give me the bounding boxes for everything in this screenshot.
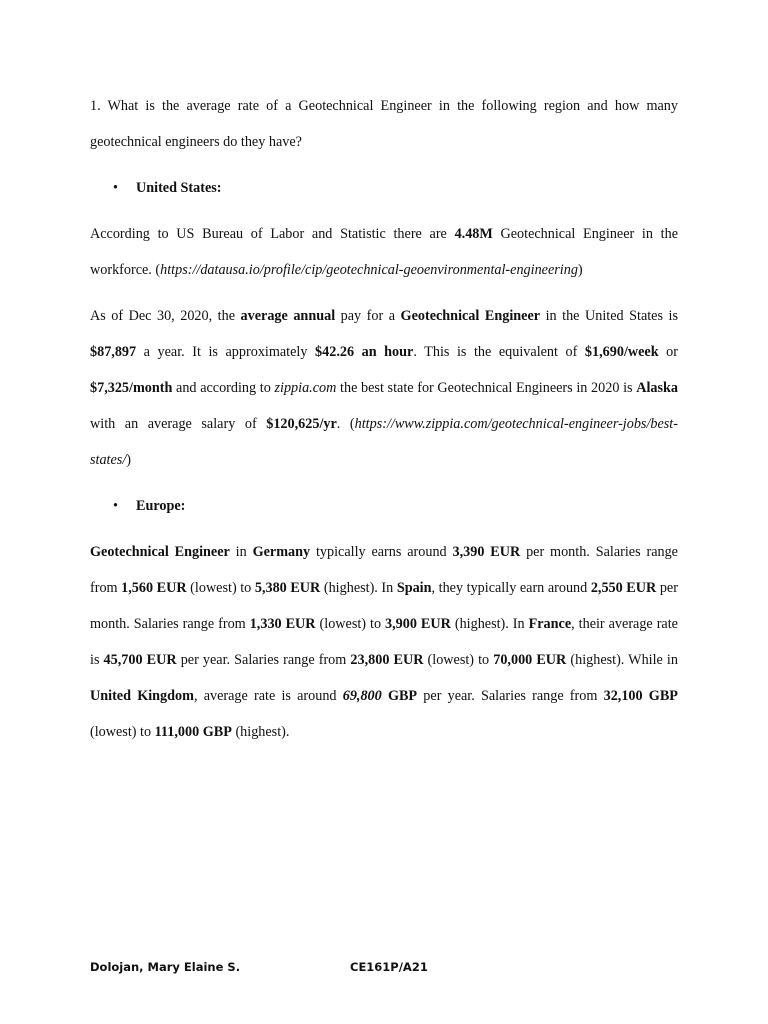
text-run: According to US Bureau of Labor and Statistic there are <box>90 226 455 242</box>
text-run: (highest). In <box>320 580 397 596</box>
us-heading <box>90 170 678 206</box>
us-workforce-paragraph <box>90 216 678 288</box>
text-run: As of Dec 30, 2020, the <box>90 308 241 324</box>
bold-term: average annual <box>240 308 336 324</box>
annual-pay: $87,897 <box>90 344 137 360</box>
text-run: in <box>229 544 253 560</box>
us-heading-label: United States: <box>136 180 222 196</box>
page-footer <box>90 960 678 974</box>
salary-value: 5,380 EUR <box>254 580 321 596</box>
text-run: per year. Salaries range from <box>176 652 351 668</box>
text-run: typically earns around <box>310 544 453 560</box>
best-state: Alaska <box>636 380 679 396</box>
text-run: Geotechnical Engineer in the workforce. ( <box>90 226 678 278</box>
salary-value: 45,700 EUR <box>103 652 177 668</box>
monthly-pay: $7,325/month <box>90 380 173 396</box>
salary-value: 2,550 EUR <box>590 580 657 596</box>
datausa-link[interactable]: https://datausa.io/profile/cip/geotechnical-geoenvironmental-engineering <box>160 262 578 278</box>
europe-heading <box>90 488 678 524</box>
salary-value: 3,900 EUR <box>385 616 451 632</box>
text-run: , average rate is around <box>193 688 343 704</box>
text-run: ) <box>577 262 583 278</box>
text-run: in the United States is <box>540 308 678 324</box>
country-germany: Germany <box>252 544 311 560</box>
weekly-pay: $1,690/week <box>584 344 659 360</box>
text-run: (lowest) to <box>90 724 155 740</box>
zippia-link[interactable]: https://www.zippia.com/geotechnical-engineer-jobs/best-states/ <box>90 416 678 468</box>
bullet-icon: • <box>113 180 118 196</box>
salary-value: 70,000 EUR <box>493 652 567 668</box>
footer-author: Dolojan, Mary Elaine S. <box>90 960 241 974</box>
salary-value: 3,390 EUR <box>452 544 521 560</box>
salary-value: 32,100 GBP <box>603 688 678 704</box>
text-run: , their average rate is <box>90 616 678 668</box>
text-run: the best state for Geotechnical Engineers in 2020 is <box>336 380 637 396</box>
text-run: , they typically earn around <box>431 580 591 596</box>
text-run: (lowest) to <box>423 652 494 668</box>
text-run: per year. Salaries range from <box>417 688 604 704</box>
document-body <box>90 88 678 750</box>
currency-label: GBP <box>387 688 418 704</box>
text-run: (lowest) to <box>186 580 255 596</box>
workforce-count: 4.48M <box>454 226 493 242</box>
text-run: pay for a <box>335 308 401 324</box>
country-spain: Spain <box>396 580 432 596</box>
alaska-salary: $120,625/yr <box>266 416 337 432</box>
text-run: and according to <box>172 380 275 396</box>
text-run: . ( <box>336 416 355 432</box>
text-run: (highest). <box>231 724 290 740</box>
text-run: per month. Salaries range from <box>90 580 678 632</box>
question-text: 1. What is the average rate of a Geotechnical Engineer in the following region and how many geotechnical engineers do they have? <box>90 98 678 150</box>
hourly-pay: $42.26 an hour <box>315 344 414 360</box>
text-run: per month. Salaries range from <box>90 544 678 596</box>
text-run: (highest). While in <box>566 652 678 668</box>
zippia-source: zippia.com <box>274 380 337 396</box>
salary-value: 111,000 GBP <box>154 724 232 740</box>
text-run: or <box>658 344 679 360</box>
europe-heading-label: Europe: <box>136 498 186 514</box>
europe-salary-paragraph <box>90 534 678 750</box>
text-run: . This is the equivalent of <box>413 344 585 360</box>
text-run: a year. It is approximately <box>136 344 316 360</box>
country-uk: United Kingdom <box>90 688 194 704</box>
country-france: France <box>528 616 572 632</box>
salary-value: 69,800 <box>342 688 382 704</box>
bullet-icon: • <box>113 498 118 514</box>
text-run: with an average salary of <box>90 416 267 432</box>
bold-term: Geotechnical Engineer <box>400 308 541 324</box>
us-salary-paragraph <box>90 298 678 478</box>
text-run: (highest). In <box>450 616 529 632</box>
text-run: ) <box>126 452 131 468</box>
bold-term: Geotechnical Engineer <box>90 544 230 560</box>
salary-value: 23,800 EUR <box>350 652 424 668</box>
footer-course: CE161P/A21 <box>350 960 428 974</box>
salary-value: 1,330 EUR <box>249 616 316 632</box>
salary-value: 1,560 EUR <box>121 580 187 596</box>
text-run: (lowest) to <box>315 616 386 632</box>
